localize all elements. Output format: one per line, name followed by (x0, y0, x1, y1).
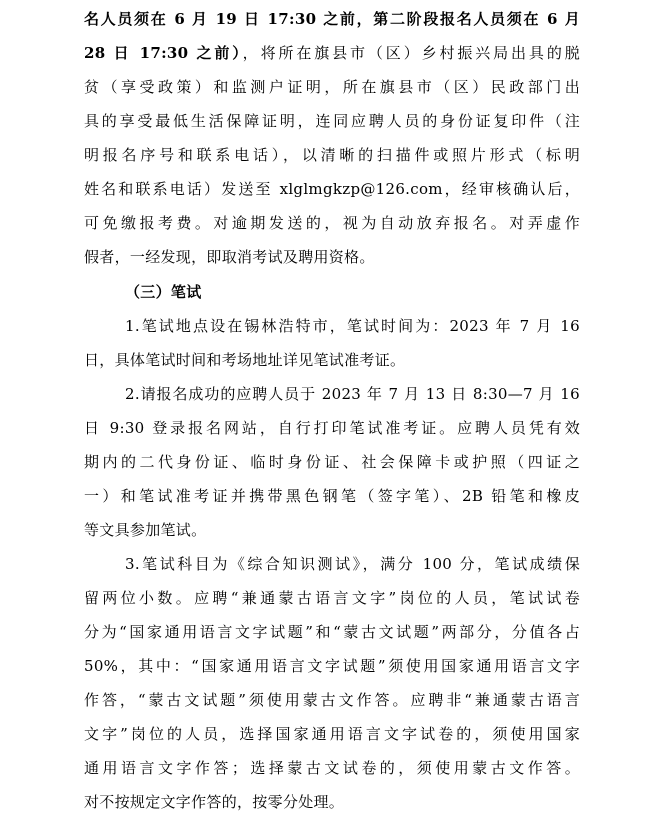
text-line: 姓名和联系电话）发送至 xlglmgkzp@126.com，经审核确认后， (84, 180, 580, 198)
text-line: 明报名序号和联系电话），以清晰的扫描件或照片形式（标明 (84, 146, 580, 164)
text-line: 等文具参加笔试。 (84, 521, 207, 539)
text-line: 作答，“蒙古文试题”须使用蒙古文作答。应聘非“兼通蒙古语言 (84, 691, 580, 709)
text-segment: ，将所在旗县市（区）乡村振兴局出具的脱 (242, 44, 581, 62)
text-line: 50%，其中：“国家通用语言文字试题”须使用国家通用语言文字 (84, 657, 580, 675)
text-line: 对不按规定文字作答的，按零分处理。 (84, 793, 345, 811)
section-heading: （三）笔试 (125, 283, 202, 301)
text-line: 贫（享受政策）和监测户证明，所在旗县市（区）民政部门出 (84, 78, 580, 96)
text-line: 2.请报名成功的应聘人员于 2023 年 7 月 13 日 8:30—7 月 16 (125, 385, 580, 403)
text-line: 一）和笔试准考证并携带黑色钢笔（签字笔）、2B 铅笔和橡皮 (84, 487, 580, 505)
text-line: 通用语言文字作答；选择蒙古文试卷的，须使用蒙古文作答。 (84, 759, 580, 777)
text-line: 留两位小数。应聘“兼通蒙古语言文字”岗位的人员，笔试试卷 (84, 589, 580, 607)
text-line: 分为“国家通用语言文字试题”和“蒙古文试题”两部分，分值各占 (84, 623, 580, 641)
text-line: 日 9:30 登录报名网站，自行打印笔试准考证。应聘人员凭有效 (84, 419, 580, 437)
text-line: 1.笔试地点设在锡林浩特市，笔试时间为：2023 年 7 月 16 (125, 317, 580, 335)
text-line (84, 36, 580, 70)
text-line: 文字”岗位的人员，选择国家通用语言文字试卷的，须使用国家 (84, 725, 580, 743)
text-line: 3.笔试科目为《综合知识测试》，满分 100 分，笔试成绩保 (125, 555, 580, 573)
text-line: 日，具体笔试时间和考场地址详见笔试准考证。 (84, 351, 406, 369)
text-line: 可免缴报考费。对逾期发送的，视为自动放弃报名。对弄虚作 (84, 214, 580, 232)
text-line: 期内的二代身份证、临时身份证、社会保障卡或护照（四证之 (84, 453, 580, 471)
text-line: 具的享受最低生活保障证明，连同应聘人员的身份证复印件（注 (84, 112, 580, 130)
text-line: 假者，一经发现，即取消考试及聘用资格。 (84, 248, 375, 266)
bold-segment: 28 日 17:30 之前） (84, 44, 243, 62)
text-line: 名人员须在 6 月 19 日 17:30 之前，第二阶段报名人员须在 6 月 (84, 10, 580, 28)
